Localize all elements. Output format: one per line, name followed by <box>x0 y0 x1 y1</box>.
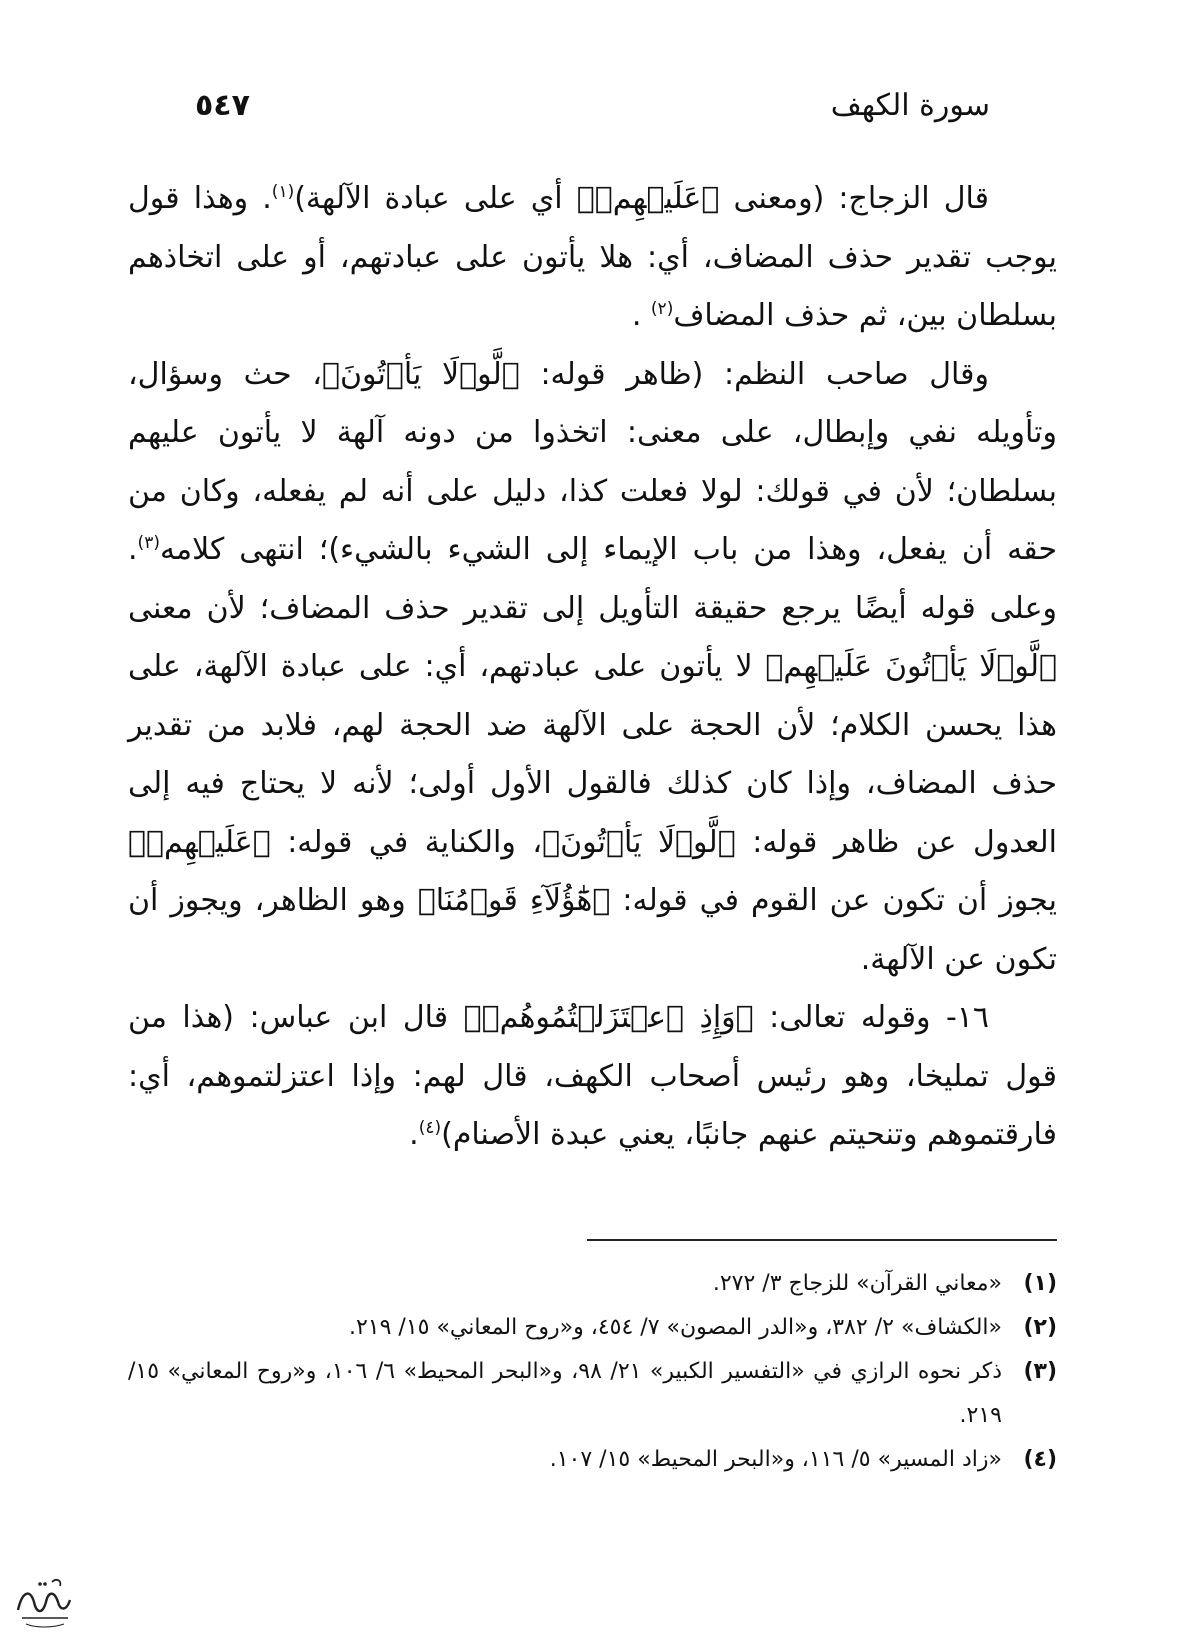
page-number: ٥٤٧ <box>195 88 250 123</box>
footnote-2 <box>128 1306 1057 1350</box>
footnote-4 <box>128 1438 1057 1482</box>
footnote-number: (٢) <box>1023 1315 1057 1340</box>
footnote-ref-1: (١) <box>271 182 295 202</box>
footnote-number: (٤) <box>1023 1447 1057 1472</box>
paragraph-1-end: . <box>631 298 651 333</box>
paragraph-3 <box>128 989 1057 1165</box>
paragraph-2 <box>128 346 1057 990</box>
paragraph-1 <box>128 170 1057 346</box>
footnote-text: «معاني القرآن» للزجاج ٣/ ٢٧٢. <box>712 1271 1002 1296</box>
footnote-text: «الكشاف» ٢/ ٣٨٢، و«الدر المصون» ٧/ ٤٥٤، و«روح المعاني» ١٥/ ٢١٩. <box>348 1315 1002 1340</box>
footnote-1 <box>128 1262 1057 1306</box>
publisher-logo-icon <box>12 1572 76 1632</box>
footnote-3 <box>128 1350 1057 1438</box>
footnote-ref-2: (٢) <box>650 299 674 319</box>
footnote-text: «زاد المسير» ٥/ ١١٦، و«البحر المحيط» ١٥/ ١٠٧. <box>549 1447 1002 1472</box>
footnote-text: ذكر نحوه الرازي في «التفسير الكبير» ٢١/ ٩٨، و«البحر المحيط» ٦/ ١٠٦، و«روح المعاني» ١٥/ ٢١٩. <box>128 1359 1003 1428</box>
paragraph-2-text-a: وقال صاحب النظم: (ظاهر قوله: ﴿لَّوۡلَا يَأۡتُونَ﴾، حث وسؤال، وتأويله نفي وإبطال، على معنى: اتخذوا من دونه آلهة لا يأتون عليهم بسلطان؛ لأن في قولك: لولا فعلت كذا، دليل على أنه لم يفعله، وكان من حقه أن يفعل، وهذا من باب الإيماء إلى الشيء بالشيء)؛ انتهى كلامه <box>128 356 1057 567</box>
paragraph-2-text-b: . وعلى قوله أيضًا يرجع حقيقة التأويل إلى تقدير حذف المضاف؛ لأن معنى ﴿لَّوۡلَا يَأۡتُونَ عَلَيۡهِم﴾ لا يأتون على عبادتهم، أي: على عبادة الآلهة، على هذا يحسن الكلام؛ لأن الحجة على الآلهة ضد الحجة لهم، فلابد من تقدير حذف المضاف، وإذا كان كذلك فالقول الأول أولى؛ لأنه لا يحتاج فيه إلى العدول عن ظاهر قوله: ﴿لَّوۡلَا يَأۡتُونَ﴾، والكناية في قوله: ﴿عَلَيۡهِمۡ﴾ يجوز أن تكون عن القوم في قوله: ﴿هَٰٓؤُلَآءِ قَوۡمُنَا﴾ وهو الظاهر، ويجوز أن تكون عن الآلهة. <box>128 532 1057 977</box>
main-text <box>128 170 1057 1165</box>
footnote-number: (٣) <box>1023 1359 1057 1384</box>
paragraph-1-text-b: . وهذا قول يوجب تقدير حذف المضاف، أي: هلا يأتون على عبادتهم، أو على اتخاذهم بسلطان بين، ثم حذف المضاف <box>128 181 1057 333</box>
surah-title: سورة الكهف <box>830 88 990 123</box>
footnote-separator <box>587 1239 1057 1241</box>
page-header <box>195 88 990 138</box>
footnote-number: (١) <box>1023 1271 1057 1296</box>
footnotes <box>128 1262 1057 1482</box>
footnote-ref-3: (٣) <box>137 533 160 553</box>
paragraph-3-text: ١٦- وقوله تعالى: ﴿وَإِذِ ٱعۡتَزَلۡتُمُوهُمۡ﴾ قال ابن عباس: (هذا من قول تمليخا، وهو رئيس أصحاب الكهف، قال لهم: وإذا اعتزلتموهم، أي: فارقتموهم وتنحيتم عنهم جانبًا، يعني عبدة الأصنام) <box>128 1000 1057 1152</box>
paragraph-1-text-a: قال الزجاج: (ومعنى ﴿عَلَيۡهِمۡ﴾ أي على عبادة الآلهة) <box>294 181 989 216</box>
footnote-ref-4: (٤) <box>418 1118 442 1138</box>
paragraph-3-end: . <box>409 1117 419 1152</box>
